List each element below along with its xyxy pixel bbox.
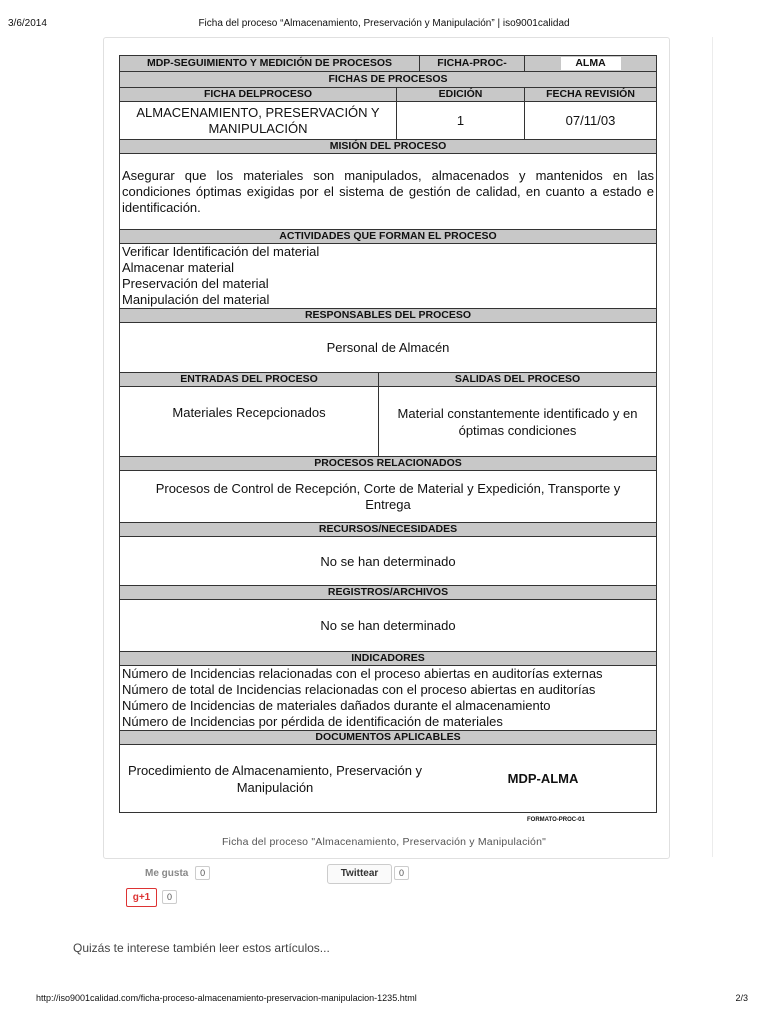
gplus-button[interactable]: g+1 — [126, 888, 157, 907]
registros-text: No se han determinado — [320, 618, 456, 633]
actividades-list — [120, 244, 656, 309]
registros-row — [120, 600, 656, 652]
mision-header-text: MISIÓN DEL PROCESO — [329, 140, 447, 152]
edition: 1 — [397, 102, 525, 139]
like-widget[interactable] — [145, 866, 210, 880]
list-item: Almacenar material — [122, 260, 234, 275]
relacionados-header — [120, 457, 656, 471]
like-count: 0 — [195, 866, 210, 880]
responsables-header — [120, 309, 656, 323]
relacionados-header-text: PROCESOS RELACIONADOS — [314, 457, 462, 469]
process-info-row — [120, 102, 656, 140]
indicadores-header — [120, 652, 656, 666]
salidas-header: SALIDAS DEL PROCESO — [454, 373, 581, 385]
process-sheet — [119, 55, 657, 813]
responsables-header-text: RESPONSABLES DEL PROCESO — [304, 309, 472, 321]
documentos-header-text: DOCUMENTOS APLICABLES — [315, 731, 461, 743]
recursos-header — [120, 523, 656, 537]
process-name: ALMACENAMIENTO, PRESERVACIÓN Y MANIPULACIÓN — [120, 102, 397, 139]
relacionados-text: Procesos de Control de Recepción, Corte de Material y Expedición, Transporte y Entrega — [155, 480, 621, 512]
like-label[interactable]: Me gusta — [145, 868, 189, 879]
mision-text: Asegurar que los materiales son manipulados, almacenados y mantenidos en las condiciones óptimas exigidas por el sistema de gestión de calidad, en cuanto a estado e identificación. — [122, 167, 654, 215]
tweet-button[interactable]: Twittear — [327, 864, 392, 884]
gplus-count-wrap — [162, 890, 177, 904]
registros-header-text: REGISTROS/ARCHIVOS — [327, 586, 449, 598]
list-item: Número de Incidencias de materiales dañados durante el almacenamiento — [122, 698, 551, 713]
col-edicion: EDICIÓN — [397, 88, 525, 101]
recursos-header-text: RECURSOS/NECESIDADES — [318, 523, 458, 535]
io-row — [120, 387, 656, 457]
print-page-title: Ficha del proceso “Almacenamiento, Preservación y Manipulación” | iso9001calidad — [198, 18, 570, 29]
print-date: 3/6/2014 — [8, 18, 47, 29]
indicadores-header-text: INDICADORES — [351, 652, 425, 664]
relacionados-row — [120, 471, 656, 523]
formato-label: FORMATO-PROC-01 — [527, 817, 585, 823]
revision-date: 07/11/03 — [565, 113, 616, 128]
documentos-row — [120, 745, 656, 812]
print-url: http://iso9001calidad.com/ficha-proceso-almacenamiento-preservacion-manipulacion-1235.html — [36, 993, 417, 1003]
documentos-header — [120, 731, 656, 745]
mision-row — [120, 154, 656, 230]
documento-code: MDP-ALMA — [507, 771, 579, 786]
col-ficha: FICHA DELPROCESO — [120, 88, 397, 101]
actividades-header — [120, 230, 656, 244]
actividades-header-text: ACTIVIDADES QUE FORMAN EL PROCESO — [279, 230, 497, 242]
print-page-number: 2/3 — [735, 993, 748, 1003]
entradas-header: ENTRADAS DEL PROCESO — [120, 373, 379, 386]
responsables-row — [120, 323, 656, 373]
tweet-count: 0 — [394, 866, 409, 880]
ficha-label: FICHA-PROC- — [420, 56, 525, 71]
list-item: Verificar Identificación del material — [122, 244, 320, 259]
column-headers — [120, 88, 656, 102]
list-item: Número de Incidencias relacionadas con el proceso abiertas en auditorías externas — [122, 666, 603, 681]
top-label: MDP-SEGUIMIENTO Y MEDICIÓN DE PROCESOS — [120, 56, 420, 71]
list-item: Preservación del material — [122, 276, 269, 291]
mision-header — [120, 140, 656, 154]
salidas-text: Material constantemente identificado y en óptimas condiciones — [397, 406, 638, 438]
ficha-code: ALMA — [561, 57, 621, 70]
recursos-row — [120, 537, 656, 586]
recursos-text: No se han determinado — [320, 553, 456, 569]
list-item: Número de Incidencias por pérdida de identificación de materiales — [122, 714, 503, 729]
tweet-count-wrap — [394, 866, 409, 880]
fichas-header — [120, 72, 656, 88]
image-caption: Ficha del proceso "Almacenamiento, Preservación y Manipulación" — [221, 836, 547, 848]
list-item: Número de total de Incidencias relacionadas con el proceso abiertas en auditorías — [122, 682, 596, 697]
indicadores-list — [120, 666, 656, 731]
list-item: Manipulación del material — [122, 292, 270, 307]
sheet-top-row — [120, 56, 656, 72]
entradas-text: Materiales Recepcionados — [120, 387, 379, 456]
fichas-header-text: FICHAS DE PROCESOS — [328, 73, 448, 85]
col-fecha: FECHA REVISIÓN — [546, 88, 635, 100]
documento-text: Procedimiento de Almacenamiento, Preservación y Manipulación — [127, 762, 423, 795]
ficha-code-cell — [525, 56, 656, 71]
sidebar-divider — [712, 37, 713, 857]
registros-header — [120, 586, 656, 600]
responsables-text: Personal de Almacén — [326, 340, 450, 355]
io-headers — [120, 373, 656, 387]
gplus-count: 0 — [162, 890, 177, 904]
related-heading: Quizás te interese también leer estos artículos... — [73, 941, 330, 955]
